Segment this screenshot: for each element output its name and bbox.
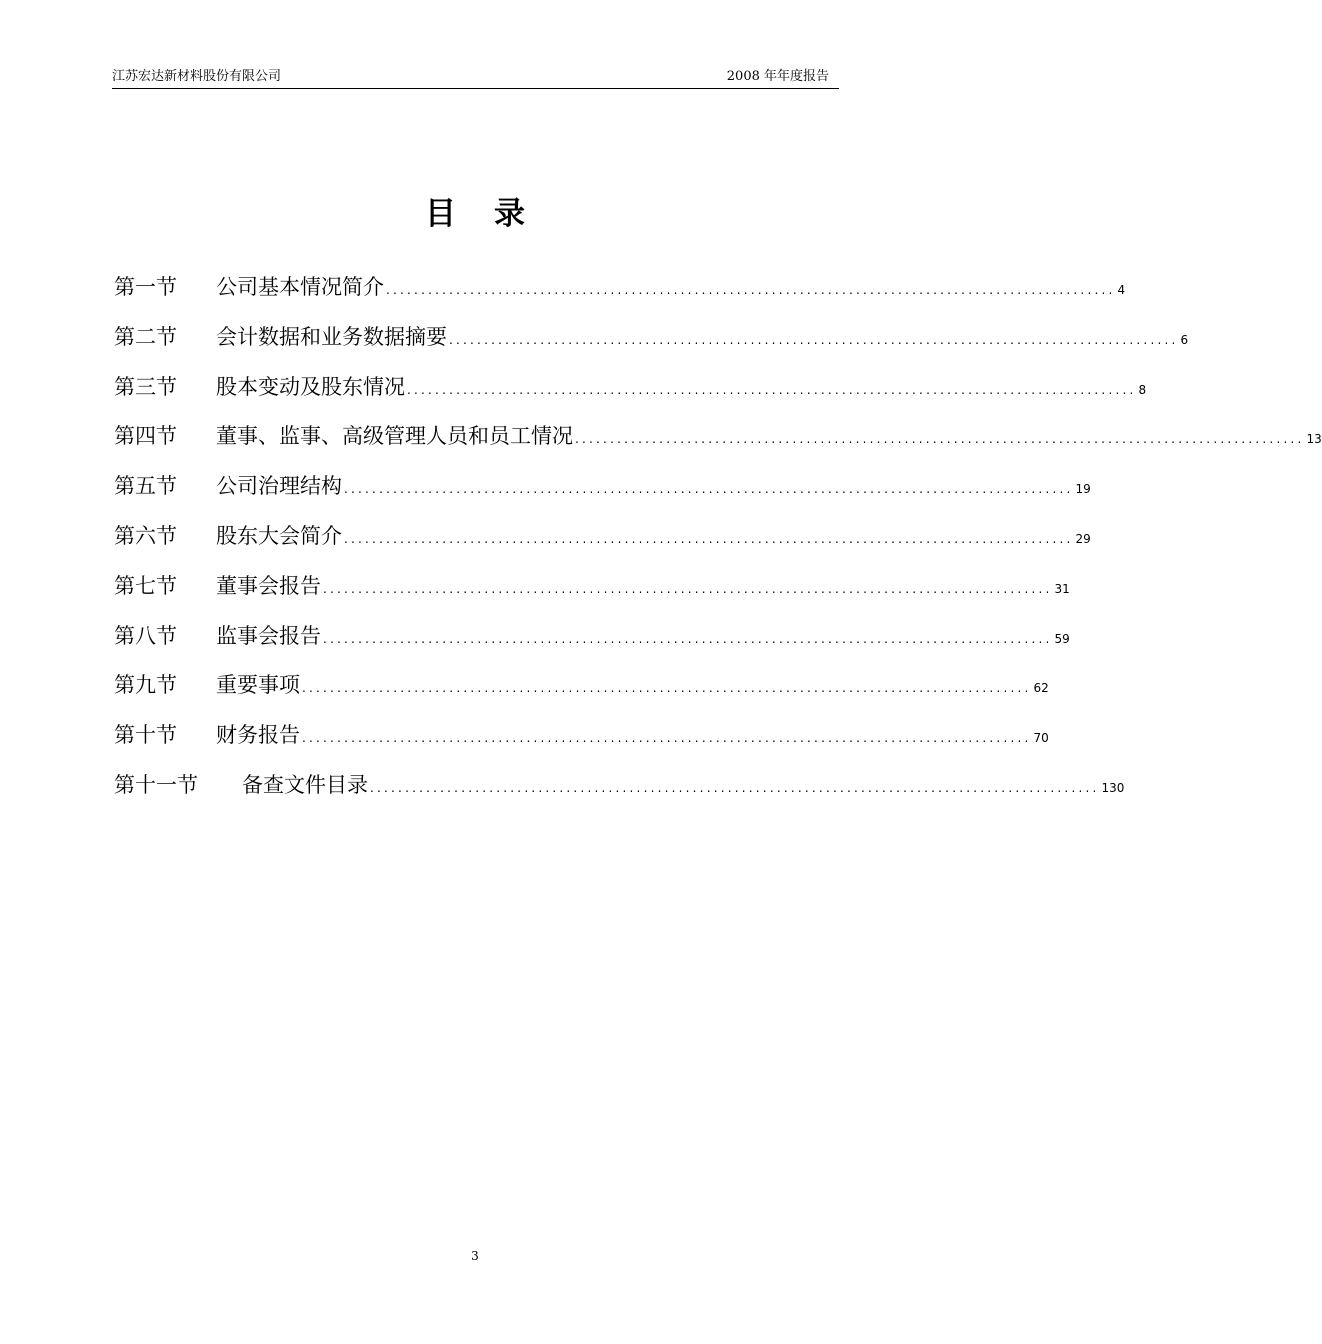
toc-entry-1[interactable] <box>114 271 1126 321</box>
toc-section-number: 第九节 <box>114 673 177 698</box>
table-of-contents <box>114 271 1322 819</box>
toc-dot-leader: ........................................................................................................ <box>302 681 1032 696</box>
toc-section-number: 第五节 <box>114 474 177 499</box>
toc-page-number: 13 <box>1306 432 1322 447</box>
toc-section-number: 第十节 <box>114 723 177 748</box>
page-header <box>112 66 839 89</box>
toc-entry-3[interactable] <box>114 371 1147 421</box>
toc-dot-leader: ........................................................................................................ <box>370 780 1100 795</box>
toc-entry-4[interactable] <box>114 420 1322 470</box>
toc-section-number: 第四节 <box>114 424 177 449</box>
toc-section-title: 公司治理结构 <box>216 474 342 499</box>
toc-section-number: 第二节 <box>114 324 177 349</box>
toc-section-number: 第七节 <box>114 573 177 598</box>
toc-entry-9[interactable] <box>114 669 1049 719</box>
toc-section-number: 第三节 <box>114 374 177 399</box>
toc-section-number: 第六节 <box>114 523 177 548</box>
toc-dot-leader: ........................................................................................................ <box>323 581 1053 596</box>
toc-section-title: 股东大会简介 <box>216 523 342 548</box>
toc-entry-2[interactable] <box>114 321 1189 371</box>
toc-section-title: 备查文件目录 <box>242 772 368 797</box>
toc-section-number: 第八节 <box>114 623 177 648</box>
toc-page-number: 31 <box>1054 581 1070 596</box>
toc-entry-10[interactable] <box>114 719 1049 769</box>
header-report-title: 2008 年年度报告 <box>726 69 829 84</box>
toc-dot-leader: ........................................................................................................ <box>386 283 1116 297</box>
toc-page-number: 8 <box>1138 382 1147 397</box>
toc-section-title: 重要事项 <box>216 673 300 698</box>
toc-dot-leader: ........................................................................................................ <box>323 631 1053 646</box>
toc-dot-leader: ........................................................................................................ <box>344 531 1074 546</box>
toc-entry-8[interactable] <box>114 620 1070 670</box>
toc-entry-11[interactable] <box>114 769 1125 819</box>
toc-entry-5[interactable] <box>114 470 1091 520</box>
toc-dot-leader: ........................................................................................................ <box>344 482 1074 497</box>
toc-entry-7[interactable] <box>114 570 1070 620</box>
toc-section-title: 董事、监事、高级管理人员和员工情况 <box>216 424 573 449</box>
toc-entry-6[interactable] <box>114 520 1091 570</box>
toc-page-number: 6 <box>1180 332 1189 347</box>
page-number: 3 <box>471 1249 479 1263</box>
toc-title: 目录 <box>425 196 563 232</box>
toc-section-number: 第十一节 <box>114 772 198 797</box>
toc-dot-leader: ........................................................................................................ <box>302 731 1032 746</box>
toc-section-title: 董事会报告 <box>216 573 321 598</box>
toc-page-number: 62 <box>1033 681 1049 696</box>
toc-dot-leader: ........................................................................................................ <box>449 332 1179 347</box>
toc-page-number: 29 <box>1075 531 1091 546</box>
toc-page-number: 59 <box>1054 631 1070 646</box>
toc-section-number: 第一节 <box>114 275 177 299</box>
toc-page-number: 19 <box>1075 482 1091 497</box>
toc-page-number: 130 <box>1101 780 1125 795</box>
toc-section-title: 股本变动及股东情况 <box>216 374 405 399</box>
toc-page-number: 70 <box>1033 731 1049 746</box>
toc-section-title: 监事会报告 <box>216 623 321 648</box>
toc-section-title: 公司基本情况简介 <box>216 275 384 299</box>
header-company-name: 江苏宏达新材料股份有限公司 <box>112 69 282 84</box>
toc-page-number: 4 <box>1117 283 1126 297</box>
toc-dot-leader: ........................................................................................................ <box>575 432 1305 447</box>
toc-section-title: 财务报告 <box>216 723 300 748</box>
toc-section-title: 会计数据和业务数据摘要 <box>216 324 447 349</box>
toc-dot-leader: ........................................................................................................ <box>407 382 1137 397</box>
